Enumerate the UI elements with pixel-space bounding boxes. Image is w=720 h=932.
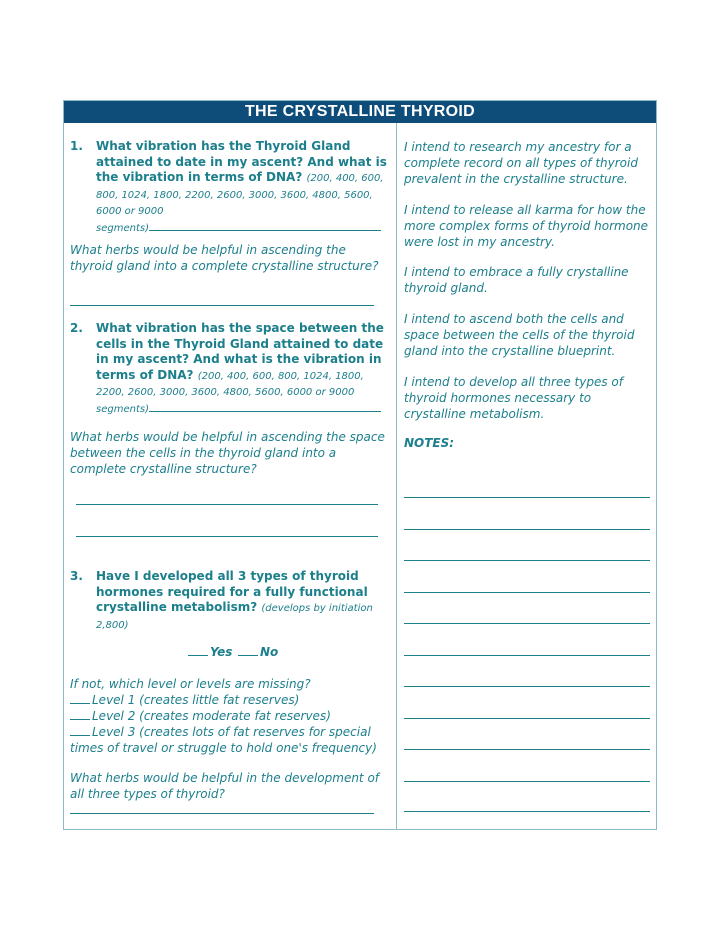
level-2-label: Level 2 (creates moderate fat reserves) — [92, 709, 331, 723]
question-2 — [70, 321, 388, 417]
no-option[interactable] — [238, 645, 278, 659]
intent-3: I intend to embrace a fully crystalline thyroid gland. — [404, 265, 629, 295]
question-1-suffix: segments) — [96, 222, 149, 234]
question-3 — [70, 569, 388, 633]
intent-2: I intend to release all karma for how the more complex forms of thyroid hormone were lost in my ancestry. — [404, 203, 649, 249]
level-2-blank[interactable] — [70, 718, 90, 720]
notes-line-11[interactable] — [404, 811, 650, 812]
notes-line-6[interactable] — [404, 655, 650, 656]
yes-option[interactable] — [188, 645, 232, 659]
notes-label: NOTES: — [404, 436, 455, 450]
intent-1: I intend to research my ancestry for a complete record on all types of thyroid prevalent in the crystalline structure. — [404, 140, 638, 186]
answer-line-herbs-2a[interactable] — [76, 504, 378, 505]
notes-line-5[interactable] — [404, 623, 650, 624]
notes-line-10[interactable] — [404, 781, 650, 782]
level-1-item[interactable] — [70, 692, 388, 708]
yes-label: Yes — [210, 645, 233, 659]
answer-line-herbs-1[interactable] — [70, 305, 374, 306]
level-3-blank[interactable] — [70, 734, 90, 736]
notes-line-2[interactable] — [404, 529, 650, 530]
herbs-question-2: What herbs would be helpful in ascending the space between the cells in the thyroid gland into a complete crystalline structure? — [70, 430, 385, 476]
notes-line-7[interactable] — [404, 686, 650, 687]
intent-5: I intend to develop all three types of thyroid hormones necessary to crystalline metabolism. — [404, 375, 623, 421]
level-3-item[interactable] — [70, 724, 388, 756]
level-1-blank[interactable] — [70, 702, 90, 704]
worksheet — [63, 100, 657, 830]
notes-line-3[interactable] — [404, 560, 650, 561]
answer-line-herbs-3[interactable] — [70, 813, 374, 814]
missing-levels-prompt: If not, which level or levels are missing? — [70, 677, 311, 691]
question-2-text: What vibration has the space between the cells in the Thyroid Gland attained to date in my ascent? And what is the vibration in terms of DNA? — [96, 321, 384, 382]
column-divider — [396, 123, 397, 830]
question-1 — [70, 139, 388, 236]
answer-line-q2[interactable] — [149, 410, 381, 412]
question-1-text: What vibration has the Thyroid Gland attained to date in my ascent? And what is the vibration in terms of DNA? — [96, 139, 387, 184]
herbs-question-3: What herbs would be helpful in the development of all three types of thyroid? — [70, 771, 380, 801]
notes-line-4[interactable] — [404, 592, 650, 593]
answer-line-q1[interactable] — [149, 229, 381, 231]
notes-line-9[interactable] — [404, 749, 650, 750]
level-2-item[interactable] — [70, 708, 388, 724]
herbs-question-1: What herbs would be helpful in ascending the thyroid gland into a complete crystalline structure? — [70, 243, 379, 273]
page-title: THE CRYSTALLINE THYROID — [64, 101, 656, 123]
question-2-suffix: segments) — [96, 403, 149, 415]
level-3-label: Level 3 (creates lots of fat reserves for special times of travel or struggle to hold one's frequency) — [70, 725, 377, 755]
question-3-number: 3. — [70, 569, 83, 583]
level-1-label: Level 1 (creates little fat reserves) — [92, 693, 300, 707]
question-3-note: (develops by initiation 2,800) — [96, 603, 373, 631]
notes-line-8[interactable] — [404, 718, 650, 719]
no-label: No — [260, 645, 279, 659]
question-3-text: Have I developed all 3 types of thyroid hormones required for a fully functional crystalline metabolism? — [96, 569, 368, 614]
no-blank[interactable] — [238, 654, 258, 656]
question-1-number: 1. — [70, 139, 83, 153]
intent-4: I intend to ascend both the cells and space between the cells of the thyroid gland into the crystalline blueprint. — [404, 312, 635, 358]
question-2-options: (200, 400, 600, 800, 1024, 1800, 2200, 2600, 3000, 3600, 4800, 5600, 6000 or 9000 — [96, 370, 364, 398]
yes-blank[interactable] — [188, 654, 208, 656]
notes-line-1[interactable] — [404, 497, 650, 498]
question-1-options: (200, 400, 600, 800, 1024, 1800, 2200, 2600, 3000, 3600, 4800, 5600, 6000 or 9000 — [96, 173, 384, 217]
answer-line-herbs-2b[interactable] — [76, 536, 378, 537]
question-2-number: 2. — [70, 321, 83, 335]
